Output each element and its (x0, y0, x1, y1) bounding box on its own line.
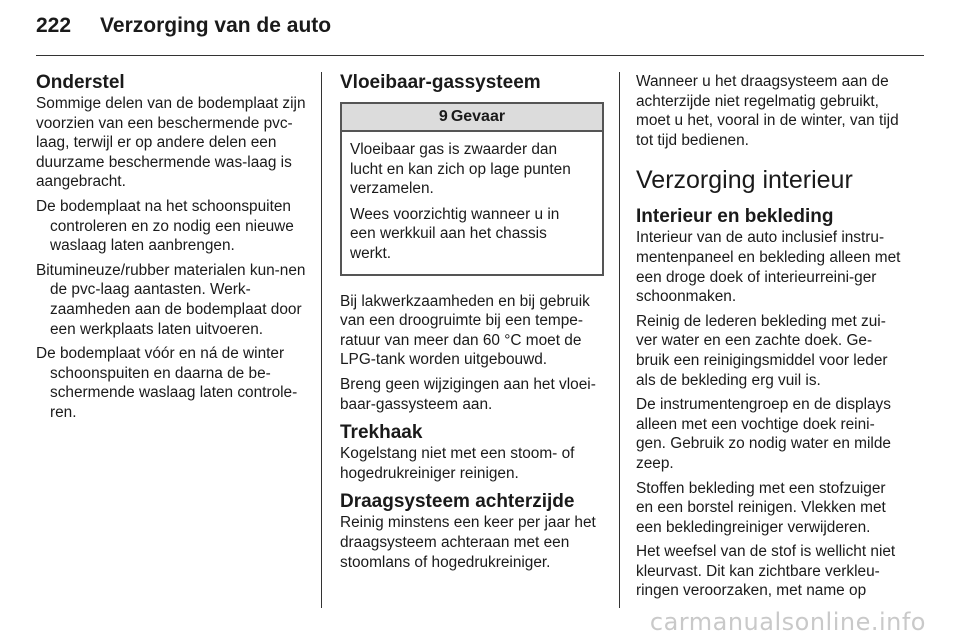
warning-title: Gevaar (450, 108, 506, 125)
paragraph: Reinig minstens een keer per jaar het draagsysteem achteraan met een stoomlans of hogedrukreiniger. (340, 514, 596, 571)
warning-text: Wees voorzichtig wanneer u in een werkkuil aan het chassis werkt. (350, 205, 560, 262)
paragraph: Wanneer u het draagsysteem aan de achterzijde niet regelmatig gebruikt, moet u het, vooral in de winter, van tijd tot tijd bedienen. (636, 73, 899, 149)
section-heading-interieur-bekleding: Interieur en bekleding (636, 206, 834, 228)
chapter-heading-verzorging-interieur: Verzorging interieur (636, 166, 853, 195)
paragraph: Bij lakwerkzaamheden en bij gebruik van een droogruimte bij een tempe-ratuur van meer dan 60 °C moet de LPG-tank worden uitgebouwd. (340, 292, 590, 369)
paragraph: De instrumentengroep en de displays alleen met een vochtige doek reini-gen. Gebruik zo nodig water en milde zeep. (636, 396, 891, 472)
warning-box (340, 102, 604, 276)
paragraph: Reinig de lederen bekleding met zui-ver water en een zachte doek. Ge-bruik een reinigingsmiddel voor leder als de bekleding erg vuil is. (636, 312, 888, 389)
paragraph: Bitumineuze/rubber materialen kun-nen de pvc-laag aantasten. Werk-zaamheden aan de bodemplaat door een werkplaats laten uitvoeren. (36, 261, 306, 338)
column-middle (340, 72, 604, 577)
warning-header (342, 104, 602, 132)
column-divider (619, 72, 620, 608)
paragraph: Het weefsel van de stof is wellicht niet kleurvast. Dit kan zichtbare verkleu-ringen veroorzaken, met name op (636, 543, 896, 600)
section-heading-onderstel: Onderstel (36, 72, 125, 93)
paragraph: Sommige delen van de bodemplaat zijn voorzien van een beschermende pvc-laag, terwijl er op andere delen een duurzame beschermende was-laag is aangebracht. (36, 95, 306, 191)
column-divider (321, 72, 322, 608)
section-heading-draagsysteem: Draagsysteem achterzijde (340, 491, 575, 513)
page-title: Verzorging van de auto (100, 14, 332, 37)
page-number: 222 (36, 14, 72, 37)
watermark-text: carmanualsonline.info (649, 608, 926, 636)
paragraph: Kogelstang niet met een stoom- of hogedrukreiniger reinigen. (340, 445, 575, 482)
paragraph: Stoffen bekleding met een stofzuiger en een borstel reinigen. Vlekken met een bekledingreiniger verwijderen. (636, 479, 886, 536)
header-rule (36, 55, 924, 56)
paragraph: De bodemplaat vóór en ná de winter schoonspuiten en daarna de be-schermende waslaag laten controle-ren. (36, 345, 298, 421)
warning-triangle-icon: 9 (438, 108, 448, 125)
warning-text: Vloeibaar gas is zwaarder dan lucht en kan zich op lage punten verzamelen. (350, 141, 571, 198)
section-heading-trekhaak: Trekhaak (340, 422, 423, 444)
page-header (36, 14, 331, 48)
paragraph: Breng geen wijzigingen aan het vloei-baar-gassysteem aan. (340, 375, 596, 413)
section-heading-vloeibaar-gassysteem: Vloeibaar-gassysteem (340, 72, 541, 93)
column-right (636, 72, 902, 606)
paragraph: Interieur van de auto inclusief instru-mentenpaneel en bekleding alleen met een droge doek of interieurreini-ger schoonmaken. (636, 229, 901, 306)
column-left (36, 72, 306, 428)
warning-body (342, 132, 602, 274)
paragraph: De bodemplaat na het schoonspuiten controleren en zo nodig een nieuwe waslaag laten aanbrengen. (36, 197, 294, 255)
